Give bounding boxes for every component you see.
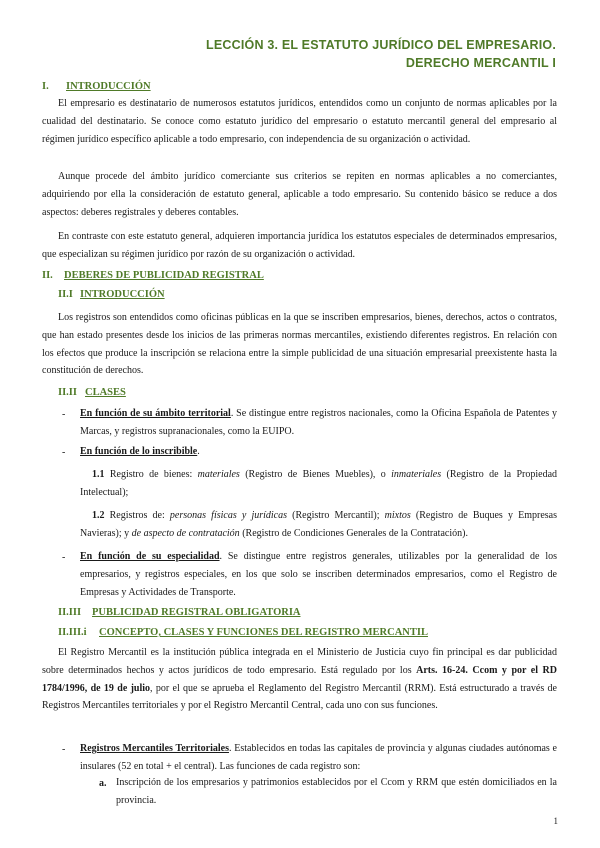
paragraph-intro-3: En contraste con este estatuto general, adquieren importancia jurídica los estatutos especiales de determinados empresarios, que especializan su régimen jurídico por razón de su organización o actividad. — [42, 231, 557, 260]
section-heading-introduccion — [42, 81, 151, 92]
paragraph-intro-1: El empresario es destinatario de numerosos estatutos jurídicos, entendidos como un conjunto de normas aplicables por la cualidad del destinatario. Se conoce como estatuto jurídico del empresario o estatuto mercantil general del empresario al régimen jurídico específico aplicable a todo empresario, con independencia de su organización o actividad. — [42, 98, 557, 145]
sub-item-text: (Registro de la Propiedad Intelectual); — [80, 469, 558, 498]
list-item-inscribible — [80, 443, 557, 461]
sub-item-italic: inmateriales — [391, 469, 442, 480]
section-number: I. — [42, 81, 49, 92]
subsection-label: PUBLICIDAD REGISTRAL OBLIGATORIA — [92, 607, 301, 618]
sub-item-italic: de aspecto de contratación — [131, 527, 240, 539]
list-item-lead: En función de lo inscribible — [80, 446, 198, 457]
subsection-number: II.II — [58, 387, 77, 398]
list-item-registros-territoriales — [80, 740, 557, 776]
sub-item-text: (Registro Mercantil); — [287, 510, 385, 521]
sub-item-registro-bienes — [80, 466, 557, 502]
subsection-label: INTRODUCCIÓN — [80, 289, 165, 300]
list-item-especialidad — [80, 548, 557, 601]
paragraph-registros: Los registros son entendidos como oficinas públicas en la que se inscriben empresarios, bienes, derechos, actos o contratos, que han estado presentes desde los inicios de las primeras normas mercantiles, existiendo diferentes registros. En relación con los efectos que produce la inscripción se relaciona entre la simple publicidad de una situación empresarial preexistente hasta la constitución de derechos. — [42, 312, 557, 377]
document-title-line1: LECCIÓN 3. EL ESTATUTO JURÍDICO DEL EMPRESARIO. — [206, 38, 556, 52]
sub-item-number: 1.1 — [92, 469, 105, 480]
paragraph-text: El Registro Mercantil es la institución pública integrada en el Ministerio de Justicia cuyo fin principal es dar publicidad sobre determinados hechos y actos jurídicos de todo empresario. Está regulado por los — [42, 647, 557, 676]
section-number: II. — [42, 270, 53, 281]
list-item-text: . Se distingue entre registros generales, utilizables por la generalidad de los empresarios, y registros especiales, en los que solo se inscriben determinados empresarios, como el Registro de Empresas y Actividades de Transporte. — [80, 551, 557, 598]
list-item-lead: Registros Mercantiles Territoriales — [80, 743, 229, 754]
sub-item-italic: materiales — [197, 469, 240, 480]
subsection-label: CONCEPTO, CLASES Y FUNCIONES DEL REGISTRO MERCANTIL — [99, 627, 428, 638]
subsection-heading-introduccion — [58, 289, 165, 300]
page-number: 1 — [553, 816, 558, 826]
sub-item-text: (Registro de Condiciones Generales de la Contratación). — [239, 527, 468, 539]
enum-marker: a. — [99, 778, 107, 789]
paragraph-registro-mercantil — [42, 644, 557, 715]
enum-item-inscripcion: Inscripción de los empresarios y patrimonios establecidos por el Ccom y RRM que estén domiciliados en la provincia. — [116, 777, 557, 806]
bullet-dash: - — [62, 552, 66, 563]
subsection-heading-publicidad-obligatoria — [58, 607, 301, 618]
list-item-ambito-territorial — [80, 405, 557, 441]
legal-reference: Arts. 16-24. Ccom y por el RD 1784/1996, de 19 de julio — [42, 664, 558, 694]
subsection-label: CLASES — [85, 387, 126, 398]
section-label: DEBERES DE PUBLICIDAD REGISTRAL — [64, 270, 264, 281]
sub-item-text: (Registro de Buques y Empresas Navieras); y — [80, 510, 557, 539]
list-item-text: . Establecidos en todas las capitales de provincia y algunas ciudades autónomas e insulares (52 en total + el central). Las funciones de cada registro son: — [80, 743, 557, 772]
sub-item-registro-personas — [80, 507, 557, 543]
list-item-lead: En función de su especialidad — [80, 551, 220, 562]
sub-item-italic: mixtos — [384, 510, 411, 521]
sub-item-text: Registros de: — [104, 510, 170, 521]
sub-item-italic: personas físicas y jurídicas — [169, 510, 288, 521]
sub-item-number: 1.2 — [92, 510, 105, 521]
bullet-dash: - — [62, 744, 66, 755]
section-label: INTRODUCCIÓN — [66, 81, 151, 92]
sub-item-text: (Registro de Bienes Muebles), o — [239, 469, 392, 480]
paragraph-intro-2: Aunque procede del ámbito jurídico comerciante sus criterios se repiten en normas aplicables a no comerciantes, adquiriendo por ella la consideración de estatuto general, aplicable a todo empresario. Su contenido básico se reduce a dos aspectos: deberes registrales y deberes contables. — [42, 171, 557, 218]
document-title-line2: DERECHO MERCANTIL I — [405, 56, 556, 70]
paragraph-text: , por el que se aprueba el Reglamento del Registro Mercantil (RRM). Está estructurado a través de Registros Mercantiles territoriales y por el Registro Mercantil Central, cada uno con sus funciones. — [42, 682, 557, 712]
subsection-number: II.I — [58, 289, 73, 300]
list-item-text: . — [197, 446, 200, 457]
bullet-dash: - — [62, 447, 66, 458]
subsection-heading-clases — [58, 387, 126, 398]
bullet-dash: - — [62, 409, 66, 420]
subsection-number: II.III — [58, 607, 82, 618]
section-heading-deberes — [42, 270, 264, 281]
sub-item-text: Registro de bienes: — [104, 469, 198, 480]
subsection-number: II.III.i — [58, 627, 87, 638]
subsection-heading-registro-mercantil — [58, 627, 428, 638]
list-item-text: . Se distingue entre registros nacionales, como la Oficina Española de Patentes y Marcas, y registros supranacionales, como la EUIPO. — [80, 408, 557, 437]
list-item-lead: En función de su ámbito territorial — [80, 408, 231, 419]
